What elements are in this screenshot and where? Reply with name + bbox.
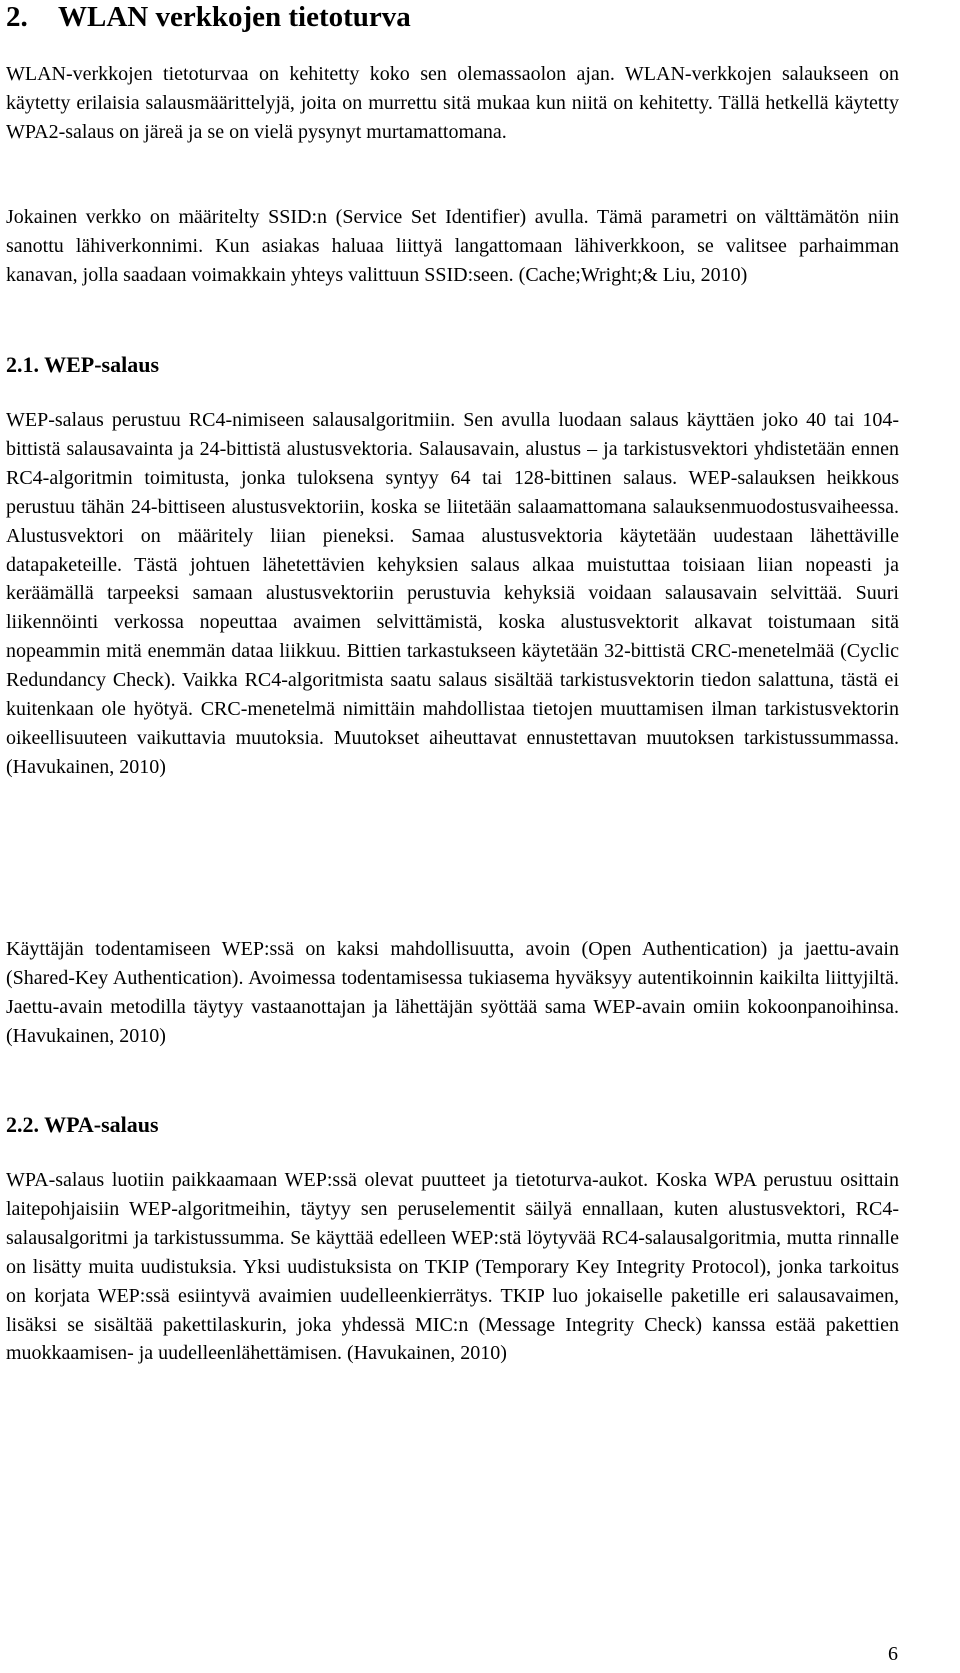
wep-auth-paragraph: Käyttäjän todentamiseen WEP:ssä on kaksi mahdollisuutta, avoin (Open Authentication) ja jaettu-avain (Shared-Key Authentication). Avoimessa todentamisessa tukiasema hyväksyy autentikoinnin kaikilta liittyjiltä. Jaettu-avain metodilla täytyy vastaanottajan ja lähettäjän syöttää sama WEP-avain omiin kokoonpanoihinsa. (Havukainen, 2010) [6,938,899,1047]
wpa-section-heading: 2.2. WPA-salaus [6,1112,159,1137]
ssid-paragraph: Jokainen verkko on määritelty SSID:n (Service Set Identifier) avulla. Tämä parametri on välttämätön niin sanottu lähiverkonnimi. Kun asiakas haluaa liittyä langattomaan lähiverkkoon, se valitsee parhaimman kanavan, jolla saadaan voimakkain yhteys valittuun SSID:seen. (Cache;Wright;& Liu, 2010) [6,206,899,286]
chapter-title: WLAN verkkojen tietoturva [58,1,411,33]
wep-section-heading: 2.1. WEP-salaus [6,352,160,377]
chapter-heading [6,0,411,34]
page-number: 6 [888,1643,898,1665]
chapter-number: 2. [6,1,28,33]
intro-paragraph: WLAN-verkkojen tietoturvaa on kehitetty koko sen olemassaolon ajan. WLAN-verkkojen salaukseen on käytetty erilaisia salausmäärittelyjä, joita on murrettu sitä mukaa kun niitä on kehitetty. Tällä hetkellä käytetty WPA2-salaus on järeä ja se on vielä pysynyt murtamattomana. [6,63,899,143]
wep-paragraph: WEP-salaus perustuu RC4-nimiseen salausalgoritmiin. Sen avulla luodaan salaus käyttäen joko 40 tai 104-bittistä salausavainta ja 24-bittistä alustusvektoria. Salausavain, alustus – ja tarkistusvektori yhdistetään ennen RC4-algoritmin toimitusta, jonka tuloksena syntyy 64 tai 128-bittinen salaus. WEP-salauksen heikkous perustuu tähän 24-bittiseen alustusvektoriin, koska se liitetään salaamattomana salauksenmuodostusvaiheessa. Alustusvektori on määritely liian pieneksi. Samaa alustusvektoria käytetään uudestaan lähettäville datapaketeille. Tästä johtuen lähetettävien kehyksien salaus alkaa muistuttaa toisiaan liian nopeasti ja keräämällä tarpeeksi samaan alustusvektoriin perustuvia kehyksiä voidaan salausavain selvittää. Suuri liikennöinti verkossa nopeuttaa avaimen selvittämistä, koska alustusvektorit alkavat toistumaan sitä nopeammin mitä enemmän dataa liikkuu. Bittien tarkastukseen käytetään 32-bittistä CRC-menetelmää (Cyclic Redundancy Check). Vaikka RC4-algoritmista saatu salaus sisältää tarkistusvektorin tiedon salattuna, tästä ei kuitenkaan ole hyötyä. CRC-menetelmä nimittäin mahdollistaa tietojen muuttamisen ilman tarkistusvektorin oikeellisuuteen vaikuttavia muutoksia. Muutokset aiheuttavat ennustettavan muutoksen tarkistussummassa. (Havukainen, 2010) [6,409,899,778]
wpa-paragraph: WPA-salaus luotiin paikkaamaan WEP:ssä olevat puutteet ja tietoturva-aukot. Koska WPA perustuu osittain laitepohjaisiin WEP-algoritmeihin, täytyy sen peruselementit säilyä ennallaan, kuten alustusvektori, RC4-salausalgoritmi ja tarkistussumma. Se käyttää edelleen WEP:stä löytyvää RC4-salausalgoritmia, mutta rinnalle on lisätty muita uudistuksia. Yksi uudistuksista on TKIP (Temporary Key Integrity Protocol), jonka tarkoitus on korjata WEP:ssä esiintyvä avaimien uudelleenkierrätys. TKIP luo jokaiselle paketille eri salausavaimen, lisäksi se sisältää pakettilaskurin, joka yhdessä MIC:n (Message Integrity Check) kanssa estää pakettien muokkaamisen- ja uudelleenlähettämisen. (Havukainen, 2010) [6,1169,899,1365]
